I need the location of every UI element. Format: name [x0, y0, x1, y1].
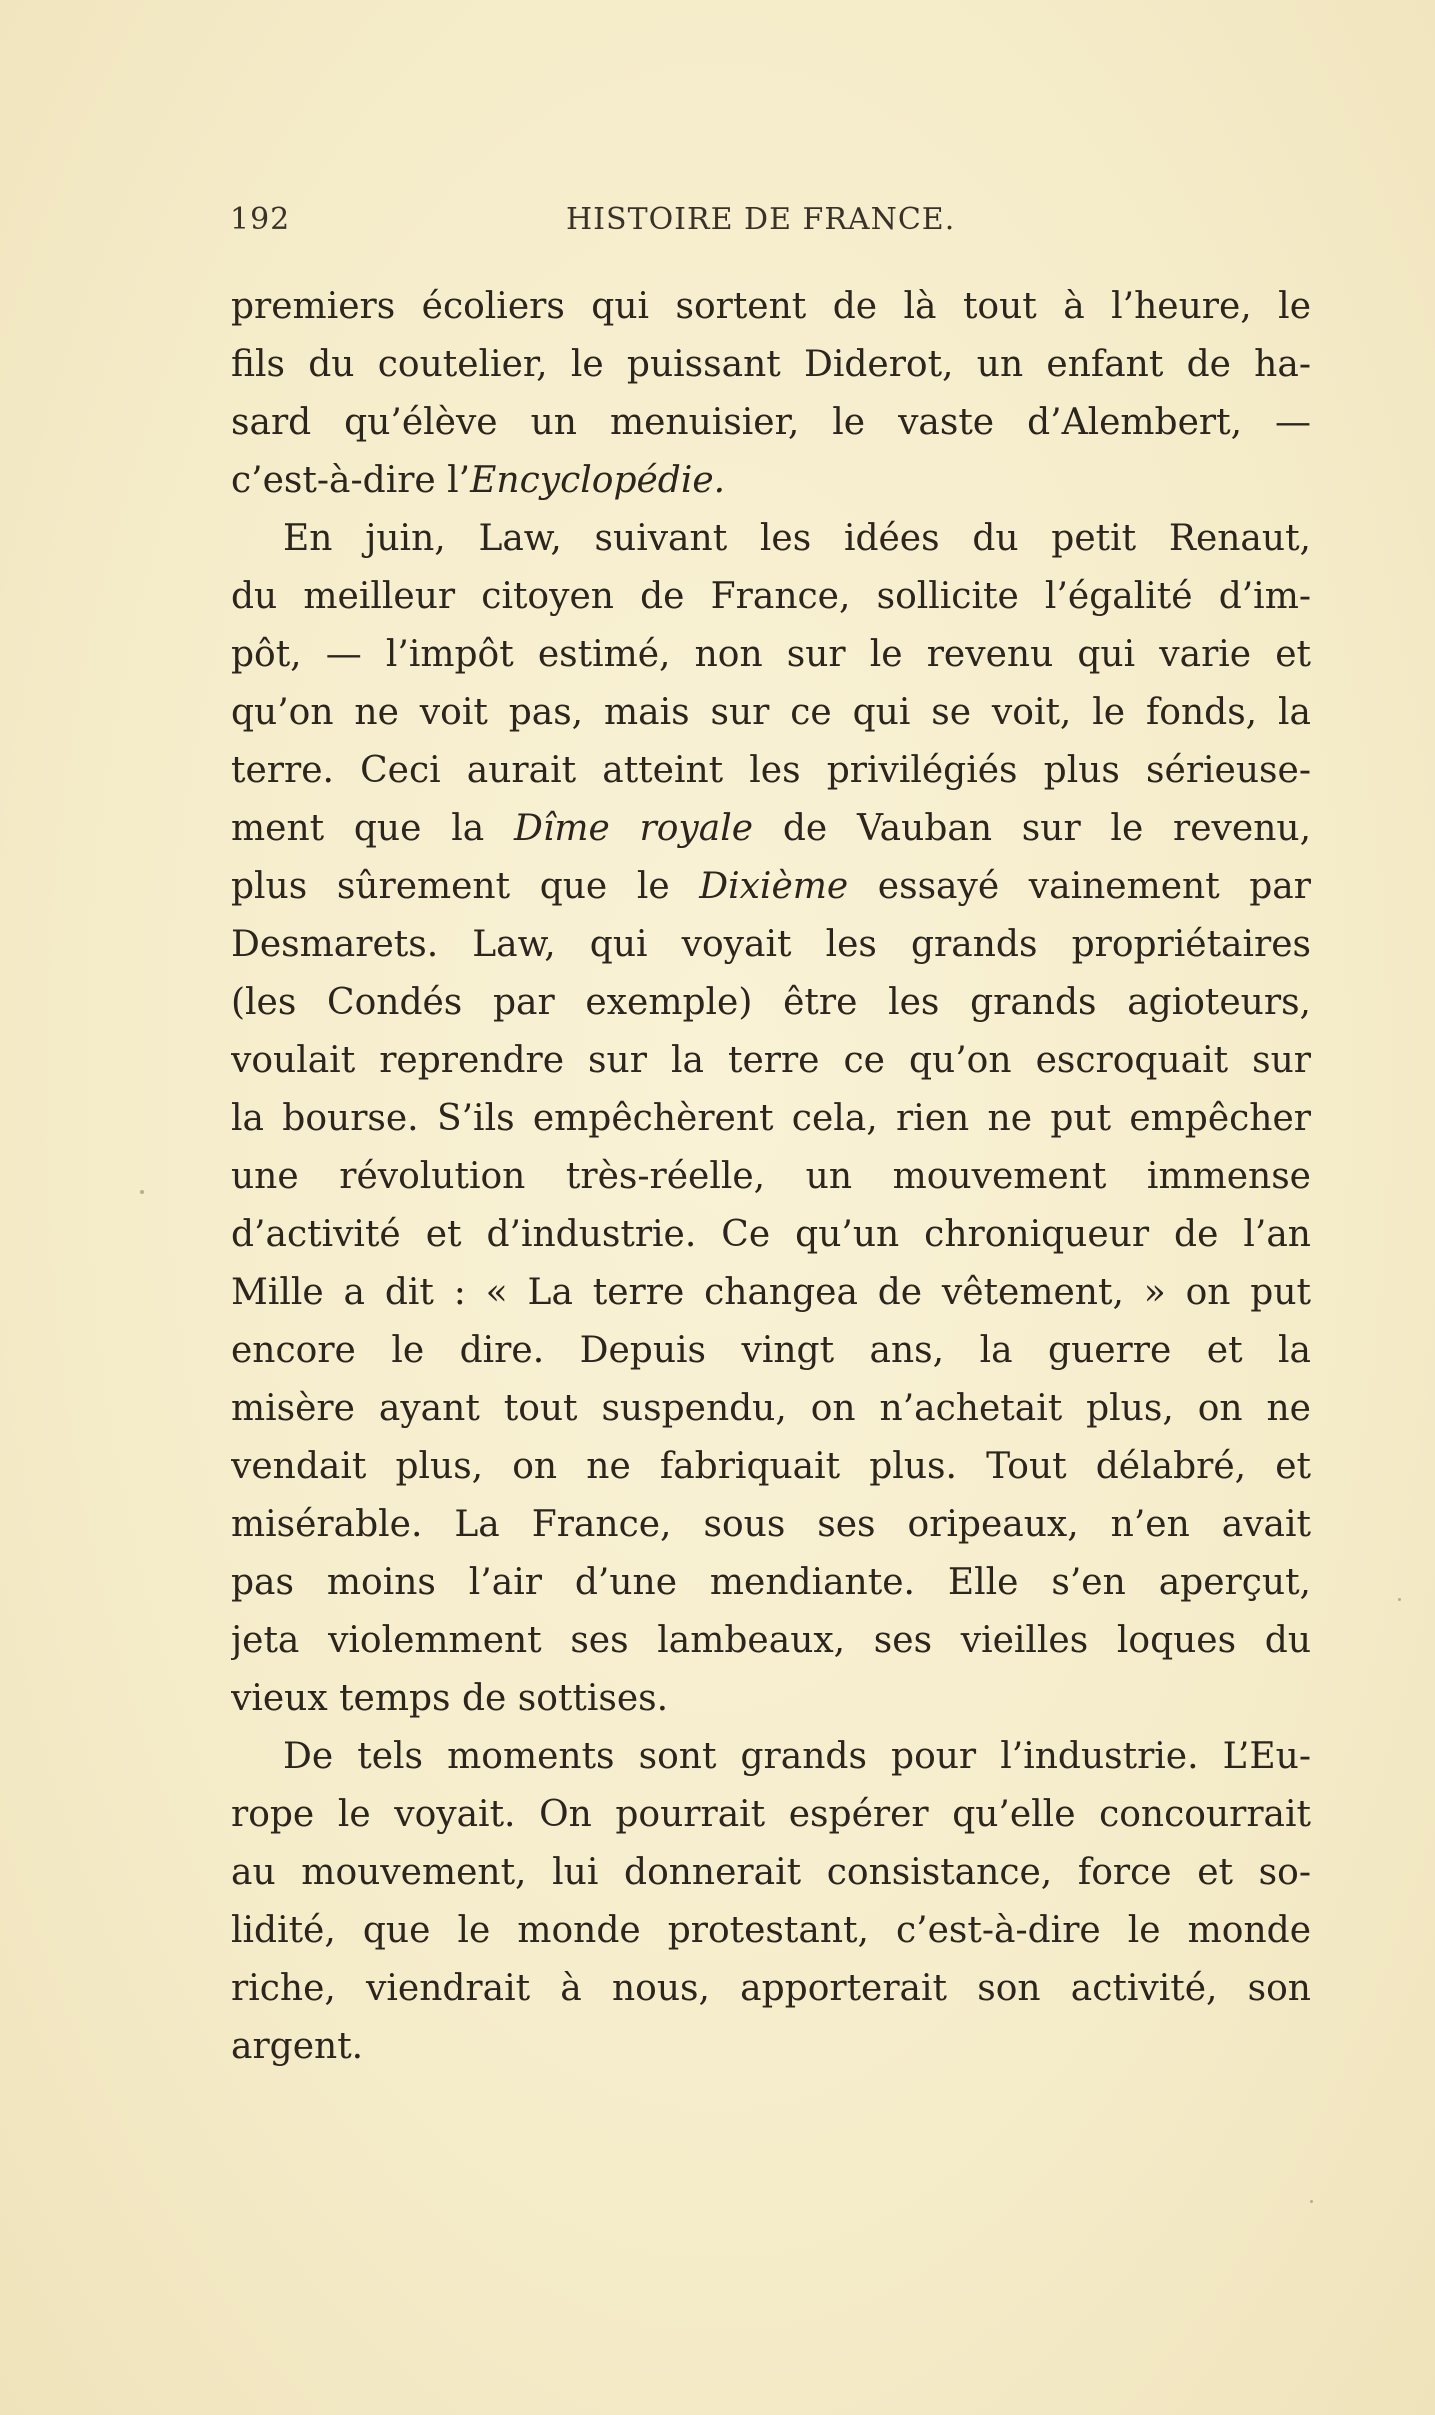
- text-line: Mille a dit : « La terre changea de vêtement, » on put: [231, 1272, 1311, 1313]
- italic-title: Dîme royale: [513, 808, 754, 849]
- italic-title: Encyclopédie.: [470, 460, 726, 501]
- text-line: vendait plus, on ne fabriquait plus. Tout délabré, et: [231, 1446, 1311, 1487]
- text-line: qu’on ne voit pas, mais sur ce qui se voit, le fonds, la: [231, 692, 1311, 733]
- text-line: vieux temps de sottises.: [231, 1678, 669, 1719]
- text-line: d’activité et d’industrie. Ce qu’un chroniqueur de l’an: [231, 1214, 1311, 1255]
- running-title: HISTOIRE DE FRANCE.: [566, 202, 956, 237]
- text-line: misérable. La France, sous ses oripeaux, n’en avait: [231, 1504, 1311, 1545]
- text-fragment: plus sûrement que le: [231, 866, 700, 907]
- text-line: [231, 452, 1311, 510]
- text-line: sard qu’élève un menuisier, le vaste d’Alembert, —: [231, 402, 1311, 443]
- text-line: au mouvement, lui donnerait consistance, force et so-: [231, 1852, 1311, 1893]
- text-line: De tels moments sont grands pour l’industrie. L’Eu-: [283, 1736, 1311, 1777]
- italic-title: Dixième: [699, 866, 849, 907]
- text-fragment: ment que la: [231, 808, 514, 849]
- paragraph-3: [231, 1728, 1311, 2076]
- paper-speck: [140, 1190, 144, 1194]
- text-line: Desmarets. Law, qui voyait les grands propriétaires: [231, 924, 1311, 965]
- text-fragment: essayé vainement par: [848, 866, 1311, 907]
- paragraph-1: [231, 278, 1311, 510]
- text-line: rope le voyait. On pourrait espérer qu’elle concourrait: [231, 1794, 1311, 1835]
- page-number: 192: [230, 202, 291, 237]
- text-line: une révolution très-réelle, un mouvement immense: [231, 1156, 1311, 1197]
- text-line: [231, 858, 1311, 916]
- running-head: [230, 202, 990, 252]
- text-line: jeta violemment ses lambeaux, ses vieilles loques du: [231, 1620, 1311, 1661]
- paper-speck: [1310, 2200, 1313, 2203]
- text-line: misère ayant tout suspendu, on n’achetait plus, on ne: [231, 1388, 1311, 1429]
- text-line: En juin, Law, suivant les idées du petit Renaut,: [283, 518, 1311, 559]
- text-line: pôt, — l’impôt estimé, non sur le revenu qui varie et: [231, 634, 1311, 675]
- text-line: pas moins l’air d’une mendiante. Elle s’en aperçut,: [231, 1562, 1311, 1603]
- paragraph-2: [231, 510, 1311, 1728]
- text-line: premiers écoliers qui sortent de là tout à l’heure, le: [231, 286, 1311, 327]
- text-line: lidité, que le monde protestant, c’est-à-dire le monde: [231, 1910, 1311, 1951]
- text-line: terre. Ceci aurait atteint les privilégiés plus sérieuse-: [231, 750, 1311, 791]
- text-fragment: de Vauban sur le revenu,: [753, 808, 1311, 849]
- text-line: riche, viendrait à nous, apporterait son activité, son: [231, 1968, 1311, 2009]
- text-line: du meilleur citoyen de France, sollicite l’égalité d’im-: [231, 576, 1311, 617]
- text-line: la bourse. S’ils empêchèrent cela, rien ne put empêcher: [231, 1098, 1311, 1139]
- text-line: encore le dire. Depuis vingt ans, la guerre et la: [231, 1330, 1311, 1371]
- text-fragment: c’est-à-dire l’: [231, 460, 471, 501]
- paper-speck: [1398, 1598, 1401, 1601]
- text-line: voulait reprendre sur la terre ce qu’on escroquait sur: [231, 1040, 1311, 1081]
- text-line: argent.: [231, 2026, 364, 2067]
- text-line: [231, 800, 1311, 858]
- body-text: [231, 278, 1311, 2076]
- text-line: fils du coutelier, le puissant Diderot, un enfant de ha-: [231, 344, 1311, 385]
- text-line: (les Condés par exemple) être les grands agioteurs,: [231, 982, 1311, 1023]
